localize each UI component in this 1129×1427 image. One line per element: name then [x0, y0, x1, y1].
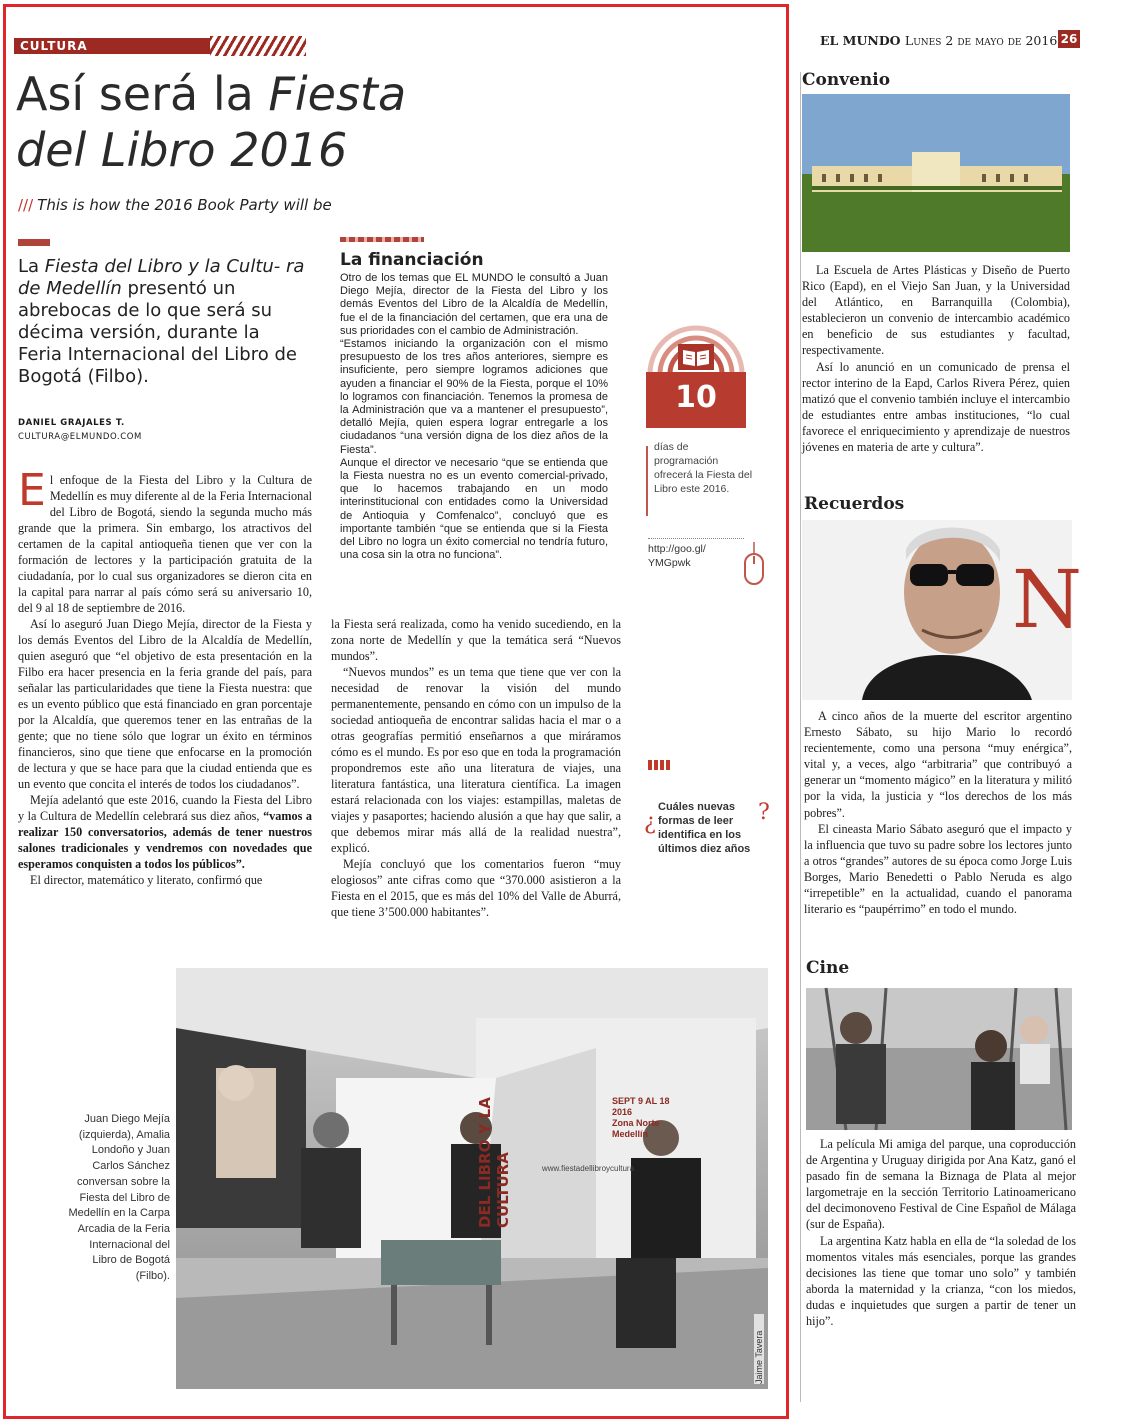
recuerdos-photo [802, 520, 1082, 700]
masthead [820, 33, 1057, 48]
col1-p3a: Mejía adelantó que este 2016, cuando la Fiesta del Libro y la Cultura de Medellín celebrará sus diez años, [18, 793, 312, 823]
byline-email: CULTURA@ELMUNDO.COM [18, 432, 142, 442]
banner-url: www.fiestadellibroycultura [542, 1164, 635, 1173]
convenio-p1: La Escuela de Artes Plásticas y Diseño de Puerto Rico (Eapd), en el Viejo San Juan, y la Universidad del Atlántico, en Barranquilla (Colombia), establecieron un convenio de intercambio académico en beneficio de sus estudiantes y facultad, respectivamente. [802, 263, 1070, 358]
cine-photo [806, 988, 1072, 1130]
headline-plain: Así será la [16, 67, 254, 121]
subhead-slashes: /// [18, 196, 34, 214]
lead-text-1: La [18, 256, 40, 277]
recuerdos-body [804, 708, 1072, 917]
question-close: ? [758, 800, 770, 825]
lead-text-2: presentó un abrebocas de lo que será su décima versión, durante la Feria Internacional del Libro de Bogotá (Filbo). [18, 278, 297, 387]
article-column-2 [331, 616, 621, 920]
lead [18, 256, 308, 388]
stat-number: 10 [675, 380, 717, 415]
recuerdos-title: Recuerdos [804, 494, 905, 514]
banner-dates: SEPT 9 AL 18 [612, 1096, 670, 1106]
question-open: ¿ [644, 810, 656, 835]
banner-city: Medellín [612, 1129, 649, 1139]
dropcap: E [18, 465, 46, 516]
banner-right [612, 1096, 670, 1140]
cine-title: Cine [806, 958, 850, 978]
banner-year: 2016 [612, 1107, 633, 1117]
column-rule [800, 72, 801, 1402]
cine-p1: La película Mi amiga del parque, una coproducción de Argentina y Uruguay dirigida por Ana Katz, ganó el pasado fin de semana la Biznaga de Plata al mejor largometraje en la sección Territorio Latinoamericano del decimonoveno Festival de Cine Español de Málaga (sur de España). [806, 1137, 1076, 1232]
subhead-text: This is how the 2016 Book Party will be [37, 196, 332, 214]
section-tag: CULTURA [14, 38, 210, 54]
page-number: 26 [1058, 30, 1080, 48]
financiacion-text [340, 272, 608, 562]
masthead-date: Lunes 2 de mayo de 2016 [904, 33, 1058, 48]
financiacion-p2: “Estamos iniciando la organización con el mismo presupuesto de los tres años anteriores, siempre es insuficiente, pero siempre logramos adiciones que ayuden a financiar el 90% de la Fiesta, porque el 10% lo logramos con financiación. Tenemos la promesa de la Administración que va a mantener el presupuesto”, detalló Mejía, quien espera lograr entregarle a los ciudadanos “una versión digna de los diez años de la Fiesta”. [340, 338, 608, 456]
open-book-icon [678, 344, 714, 370]
stat-note-rule [646, 446, 648, 516]
banner-left: DEL LIBRO Y LA CULTURA [476, 1097, 512, 1228]
col2-p2: “Nuevos mundos” es un tema que tiene que ver con la necesidad de renovar la visión del mundo permanentemente, pensando en cómo con un impulso de la sociedad antioqueña de encontrar salidas hacia el mar o a otras geografías permitió enseñarnos a que miráramos cómo es el mundo. Es por eso que en toda la programación propondremos este año una literatura de viajes, una literatura fantástica, una literatura científica. La imagen estará relacionada con los viajes: estampillas, maletas de viajes y pasaportes; haciendo alusión a que hay que salir, a que debemos mirar más allá de la realidad nuestra”, explicó. [331, 665, 621, 855]
col1-p2: Así lo aseguró Juan Diego Mejía, director de la Fiesta y los demás Eventos del Libro de la Alcaldía de Medellín, quien aseguró que “el objetivo de esta presentación en la Filbo era hacer presencia en la feria grande del país, para señalar las particularidades que tiene la Fiesta nuestra: que es un evento público que está financiado en gran porcentaje por la Alcaldía, que queremos tener en las entrañas de la gente; que no tiene sólo que lograr un éxito en términos financieros, sino que tiene que enfocarse en la promoción de lectura y que se hace para que la ciudad entienda que es un evento que concita el interés de todos los ciudadanos”. [18, 617, 312, 791]
financiacion-p3: Aunque el director ve necesario “que se entienda que la Fiesta nuestra no es un evento comercial-privado, que lo hacemos trabajando en un modo interinstitucional con entidades como la Universidad de Antioquia y Comfenalco”, concluyó que es importante también “que se entienda que si la Fiesta del Libro no logra un éxito comercial no tendría futuro, una cosa sin la otra no funciona”. [340, 456, 608, 562]
question-text: Cuáles nuevas formas de leer identifica en los últimos diez años [658, 801, 751, 855]
section-tag-stripes [210, 36, 306, 56]
col1-p4: El director, matemático y literato, confirmó que [30, 873, 263, 887]
byline-author: DANIEL GRAJALES T. [18, 418, 125, 428]
col2-p3: Mejía concluyó que los comentarios fueron “muy elogiosos” ante cifras como que “370.000 asistieron a la Fiesta en el 2015, que es más del 10% del Valle de Aburrá, que tiene 3’500.000 habitantes”. [331, 857, 621, 919]
col2-p1: la Fiesta será realizada, como ha venido sucediendo, en la zona norte de Medellín y que la temática será “Nuevos mundos”. [331, 617, 621, 663]
stat-note: días de programación ofrecerá la Fiesta del Libro este 2016. [654, 441, 753, 495]
cine-p2: La argentina Katz habla en ella de “la soledad de los momentos vitales más esenciales, porque las grandes decisiones las tiene que tomar uno solo” y también aborda la maternidad y la crianza, “con los miedos, dudas e inquietudes que surgen a partir de tener un hijo”. [806, 1233, 1076, 1329]
financiacion-p1: Otro de los temas que EL MUNDO le consultó a Juan Diego Mejía, director de la Fiesta del Libro y los demás Eventos del Libro de la Alcaldía de Medellín, fue el de la financiación del certamen, que era una de sus prioridades con el cambio de Administración. [340, 272, 608, 337]
masthead-paper: EL MUNDO [820, 33, 901, 48]
banner-zone: Zona Norte [612, 1118, 660, 1128]
recuerdos-p2: El cineasta Mario Sábato aseguró que el impacto y la influencia que tuvo su padre sobre los lectores junto a otros “grandes” autores de su época como Jorge Luis Borges, Mario Benedetti o Pablo Neruda es algo “irrepetible” en la actualidad, cuando el panorama literario es “paupérrimo” en todo el mundo. [804, 821, 1072, 917]
byline [18, 416, 142, 444]
stat-graphic [644, 316, 748, 428]
recuerdos-p1: A cinco años de la muerte del escritor argentino Ernesto Sábato, su hijo Mario lo recordó recientemente, como una persona “muy enérgica”, vital y, a veces, algo “arbitraria” que contribuyó a generar un “momento mágico” en la literatura y militó por la vida, la justicia y “los derechos de los más pobres”. [804, 709, 1072, 820]
headline [16, 66, 536, 178]
cine-body [806, 1136, 1076, 1329]
article-column-1 [18, 465, 313, 888]
subhead [18, 196, 332, 214]
convenio-body [802, 262, 1070, 455]
headline-italic-1: Fiesta [268, 67, 407, 121]
col1-p1: l enfoque de la Fiesta del Libro y la Cultura de Medellín es muy diferente al de la Feria Internacional del Libro de Bogotá, siendo la segunda mucho más grande que la primera. Sin embargo, los atractivos del certamen de la capital antioqueña tienen que ver con la formación de lectores y la participación gratuita de la ciudadanía, por lo cual sus organizadores se dieron cita en la capital para narrar al país cómo será su aniversario 10, del 9 al 18 de septiembre de 2016. [18, 473, 312, 615]
headline-italic-2: del Libro 2016 [16, 123, 348, 177]
recuerdos-photo-letters: N [1012, 553, 1082, 646]
lead-marker [18, 239, 50, 246]
financiacion-marker [340, 237, 424, 242]
convenio-photo [802, 94, 1070, 252]
event-photo [176, 968, 768, 1389]
link-rule [648, 538, 744, 539]
convenio-p2: Así lo anunció en un comunicado de prensa el rector interino de la Eapd, Carlos Rivera Pérez, quien matizó que el convenio también incluye el intercambio de estudiantes entre ambas instituciones, “lo cual favorece el enriquecimiento y aprendizaje de nuestros jóvenes en materia de arte y cultura”. [802, 359, 1070, 455]
col1-p3b: “vamos a realizar 150 conversatorios, además de tener nuestros salones tradicionales y vendremos con novedades que esperamos conquisten a todos los públicos”. [18, 809, 313, 871]
lead-italic: Fiesta del Libro y la Cultu- ra de Medellín [18, 256, 305, 299]
link-text[interactable]: http://goo.gl/ YMGpwk [648, 543, 706, 569]
photo-caption: Juan Diego Mejía (izquierda), Amalia Londoño y Juan Carlos Sánchez conversan sobre la Fiesta del Libro de Medellín en la Carpa Arcadia de la Feria Internacional del Libro de Bogotá (Filbo). [68, 1113, 170, 1283]
financiacion-title: La financiación [340, 250, 484, 270]
question-marker [648, 760, 670, 770]
mouse-icon [740, 540, 768, 588]
question-box [644, 790, 774, 855]
photo-credit: Jaime Tavera [754, 1314, 764, 1384]
convenio-title: Convenio [802, 70, 891, 90]
